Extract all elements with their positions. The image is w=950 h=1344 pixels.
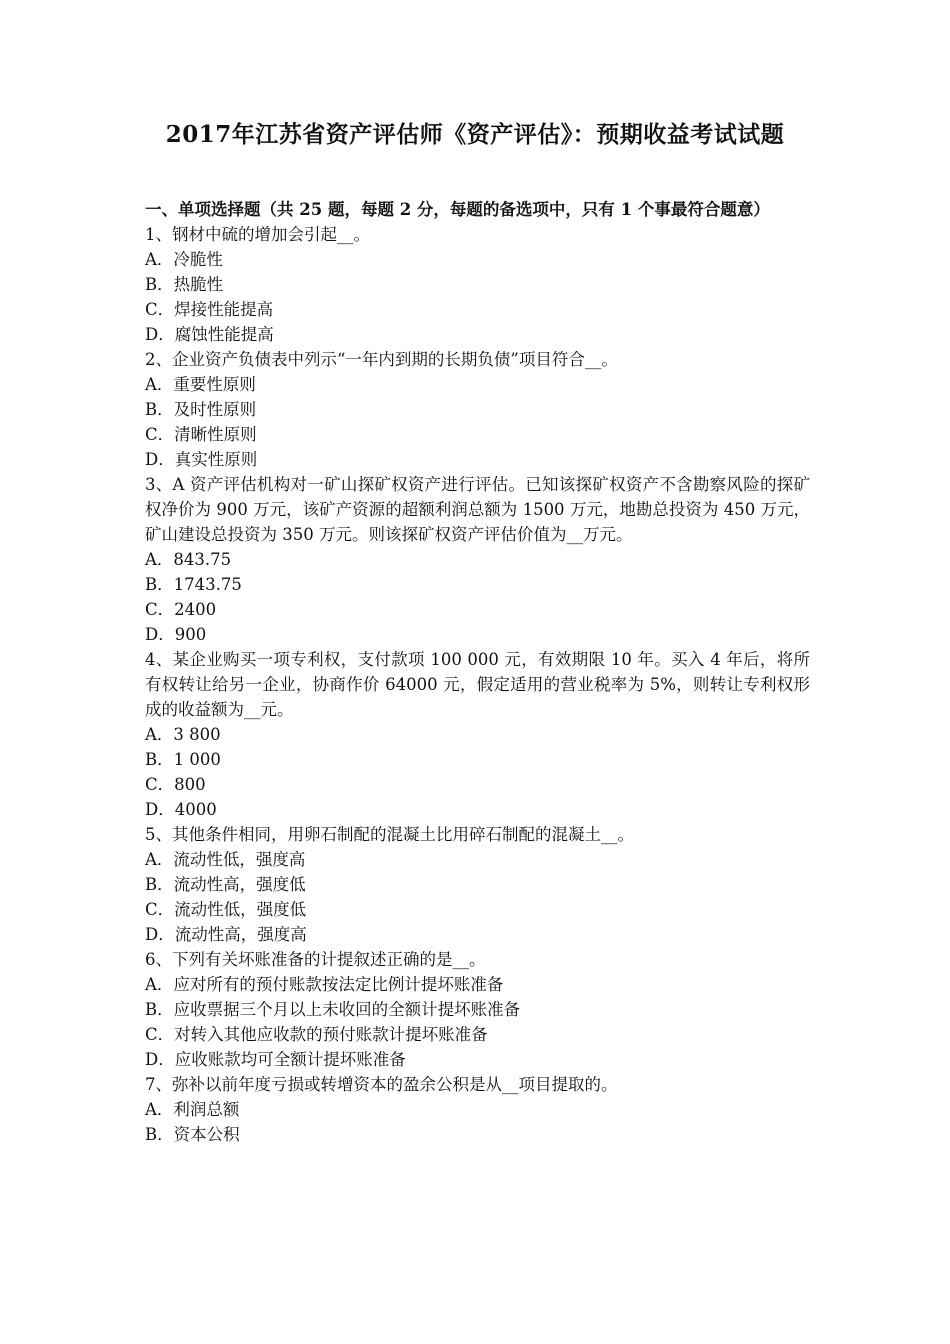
question-7 xyxy=(145,1072,810,1147)
option-c: C．2400 xyxy=(145,600,217,619)
question-2 xyxy=(145,347,810,472)
question-3 xyxy=(145,472,810,647)
question-4 xyxy=(145,647,810,822)
option-a: A．应对所有的预付账款按法定比例计提坏账准备 xyxy=(145,975,504,994)
option-b: B．应收票据三个月以上未收回的全额计提坏账准备 xyxy=(145,1000,521,1019)
option-d: D．腐蚀性能提高 xyxy=(145,325,274,344)
option-b: B．流动性高，强度低 xyxy=(145,875,306,894)
option-a: A．流动性低，强度高 xyxy=(145,850,306,869)
option-a: A．利润总额 xyxy=(145,1100,240,1119)
option-b: B．及时性原则 xyxy=(145,400,257,419)
option-c: C．流动性低，强度低 xyxy=(145,900,307,919)
option-d: D．4000 xyxy=(145,800,217,819)
option-a: A．843.75 xyxy=(145,550,232,569)
question-stem: 3、A 资产评估机构对一矿山探矿权资产进行评估。已知该探矿权资产不含勘察风险的探矿权净价为 900 万元，该矿产资源的超额利润总额为 1500 万元，地勘总投资为 450 万元，矿山建设总投资为 350 万元。则该探矿权资产评估价值为__万元。 xyxy=(145,475,810,544)
option-a: A．重要性原则 xyxy=(145,375,256,394)
question-6 xyxy=(145,947,810,1072)
question-stem: 2、企业资产负债表中列示“一年内到期的长期负债”项目符合__。 xyxy=(145,350,618,369)
option-b: B．资本公积 xyxy=(145,1125,240,1144)
option-a: A．冷脆性 xyxy=(145,250,223,269)
question-stem: 6、下列有关坏账准备的计提叙述正确的是__。 xyxy=(145,950,486,969)
question-5 xyxy=(145,822,810,947)
exam-content xyxy=(145,197,810,1147)
option-c: C．焊接性能提高 xyxy=(145,300,274,319)
question-stem: 4、某企业购买一项专利权，支付款项 100 000 元，有效期限 10 年。买入 4 年后，将所有权转让给另一企业，协商作价 64000 元，假定适用的营业税率为 5%，则转让专利权形成的收益额为__元。 xyxy=(145,650,810,719)
option-d: D．流动性高，强度高 xyxy=(145,925,307,944)
question-stem: 7、弥补以前年度亏损或转增资本的盈余公积是从__项目提取的。 xyxy=(145,1075,618,1094)
option-d: D．应收账款均可全额计提坏账准备 xyxy=(145,1050,406,1069)
option-c: C．800 xyxy=(145,775,206,794)
question-stem: 1、钢材中硫的增加会引起__。 xyxy=(145,225,370,244)
question-1 xyxy=(145,222,810,347)
option-d: D．900 xyxy=(145,625,207,644)
option-a: A．3 800 xyxy=(145,725,221,744)
option-c: C．对转入其他应收款的预付账款计提坏账准备 xyxy=(145,1025,488,1044)
section-header: 一、单项选择题（共 25 题，每题 2 分，每题的备选项中，只有 1 个事最符合题意） xyxy=(145,200,770,219)
question-stem: 5、其他条件相同，用卵石制配的混凝土比用碎石制配的混凝土__。 xyxy=(145,825,634,844)
option-b: B．1 000 xyxy=(145,750,221,769)
option-b: B．1743.75 xyxy=(145,575,242,594)
option-d: D．真实性原则 xyxy=(145,450,258,469)
option-c: C．清晰性原则 xyxy=(145,425,257,444)
document-title: 2017年江苏省资产评估师《资产评估》：预期收益考试试题 xyxy=(165,121,785,148)
option-b: B．热脆性 xyxy=(145,275,224,294)
